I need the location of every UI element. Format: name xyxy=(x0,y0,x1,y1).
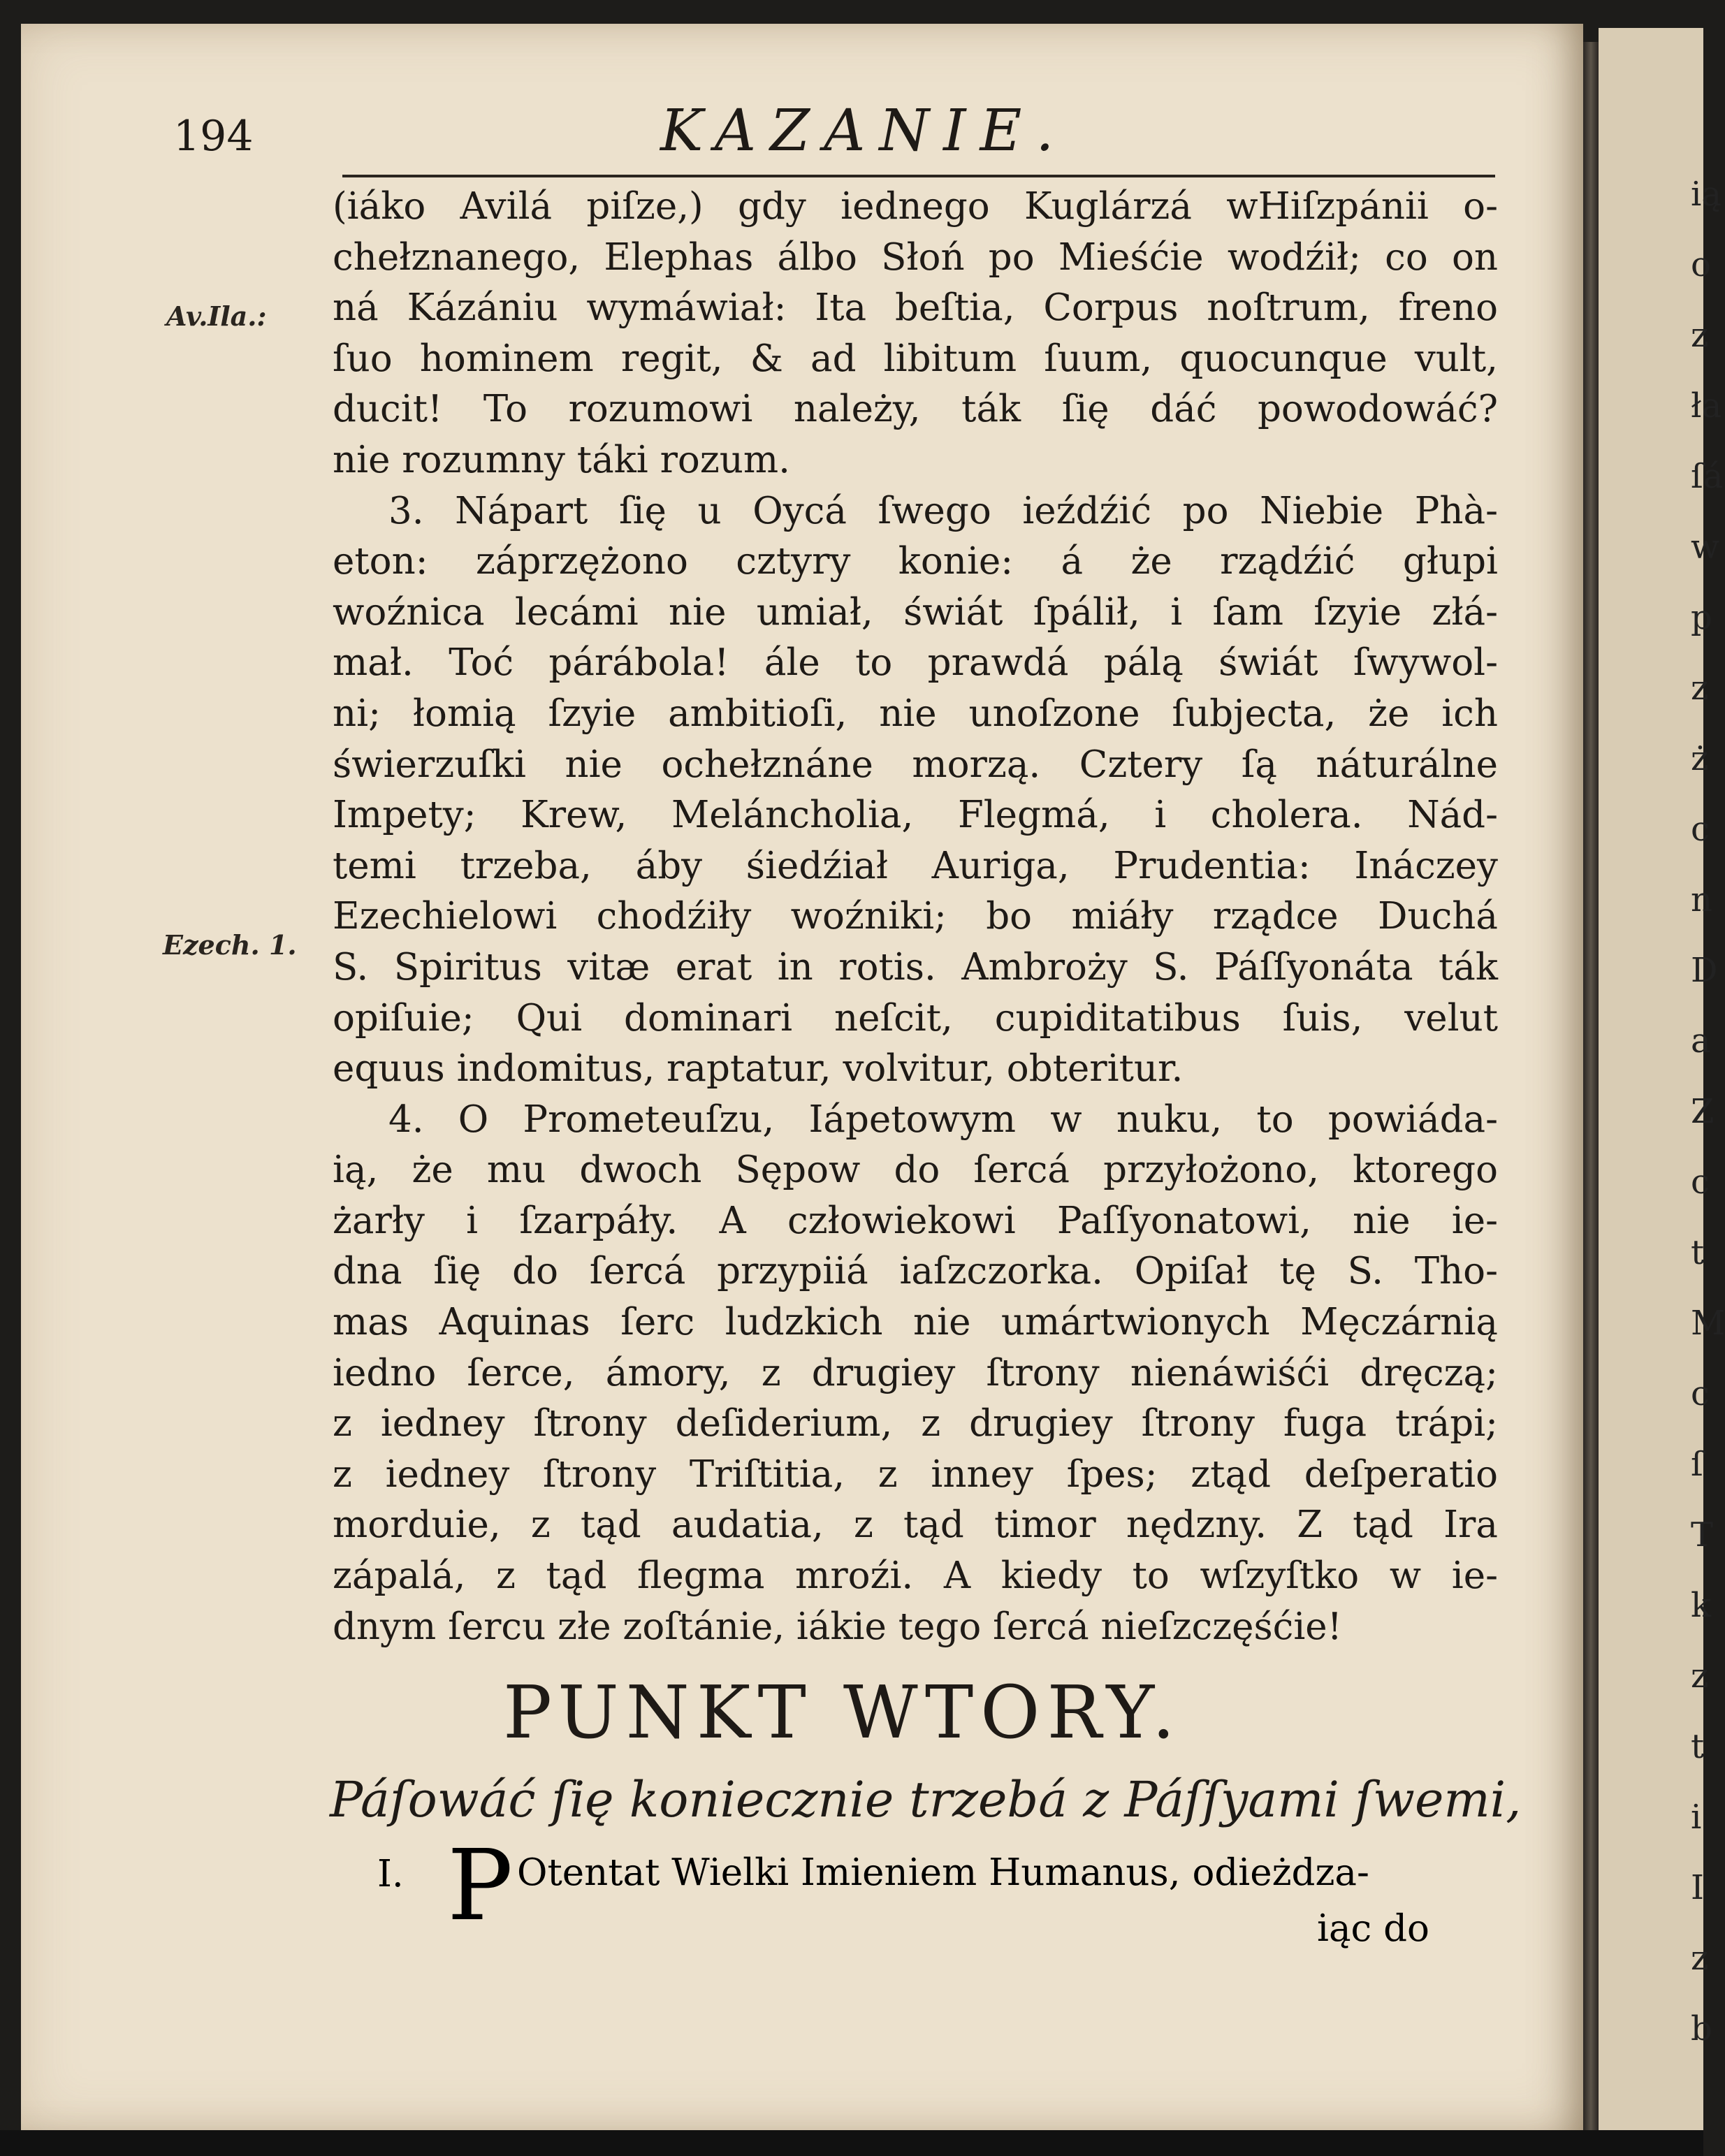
margin-note: Ezech. 1. xyxy=(163,929,297,961)
margin-note: Av.Ila.: xyxy=(166,300,267,332)
section-title: PUNKT WTORY. xyxy=(503,1670,1182,1755)
text-line: 3. Nápart ſię u Oycá ſwego ieźdźić po Niebie Phà- xyxy=(388,489,1498,532)
text-line: (iáko Avilá piſze,) gdy iednego Kuglárzá wHiſzpánii o- xyxy=(333,185,1498,228)
text-line: temi trzeba, áby śiedźiał Auriga, Prudentia: Ináczey xyxy=(333,844,1498,887)
facing-page-fragment: z xyxy=(1691,669,1709,708)
text-line: opiſuie; Qui dominari neſcit, cupiditatibus ſuis, velut xyxy=(333,996,1498,1040)
item-text: Otentat Wielki Imieniem Humanus, odieżdza- xyxy=(517,1851,1369,1894)
facing-page-edge xyxy=(1599,28,1703,2131)
book-gutter xyxy=(1583,42,1599,2131)
text-line: ią, że mu dwoch Sępow do ſercá przyłożono, ktorego xyxy=(333,1149,1498,1192)
facing-page-fragment: ż xyxy=(1691,739,1709,778)
text-line: dnym ſercu złe zoſtánie, iákie tego ſercá nieſzczęśćie! xyxy=(333,1605,1342,1648)
facing-page-fragment: T xyxy=(1691,1515,1714,1554)
facing-page-fragment: z xyxy=(1691,1656,1709,1696)
text-line: świerzuſki nie ochełznáne morzą. Cztery ſą náturálne xyxy=(333,743,1498,786)
facing-page-fragment: n xyxy=(1691,880,1712,919)
text-line: z iedney ſtrony deſiderium, z drugiey ſtrony fuga trápi; xyxy=(333,1402,1498,1445)
facing-page-fragment: c xyxy=(1691,1163,1710,1202)
text-line: nie rozumny táki rozum. xyxy=(333,438,790,481)
item-number: I. xyxy=(377,1853,404,1895)
text-line: dna ſię do ſercá przypiiá iaſzczorka. Opiſał tę S. Tho- xyxy=(333,1250,1498,1293)
facing-page-fragment: ſá xyxy=(1691,457,1724,496)
text-line: eton: záprzężono cztyry konie: á że rządźić głupi xyxy=(333,540,1498,583)
text-line: woźnica lecámi nie umiał, świát ſpálił, i ſam ſzyie złá- xyxy=(333,590,1498,634)
facing-page-fragment: b xyxy=(1691,2009,1712,2048)
text-line: mał. Toć párábola! ále to prawdá pálą świát ſwywol- xyxy=(333,641,1498,685)
facing-page-fragment: I xyxy=(1691,1868,1704,1907)
facing-page-fragment: o xyxy=(1691,245,1711,284)
scan-border xyxy=(0,2130,1703,2156)
facing-page-fragment: a xyxy=(1691,1021,1711,1061)
text-line: z iedney ſtrony Triſtitia, z inney ſpes; ztąd deſperatio xyxy=(333,1452,1498,1496)
header-rule xyxy=(342,175,1495,177)
text-line: iedno ſerce, ámory, z drugiey ſtrony nienáwiśći dręczą; xyxy=(333,1351,1498,1394)
facing-page-fragment: p xyxy=(1691,598,1712,637)
facing-page-fragment: z xyxy=(1691,1939,1709,1978)
text-line: zápalá, z tąd flegma mroźi. A kiedy to wſzyſtko w ie- xyxy=(333,1554,1498,1598)
facing-page-fragment: Z xyxy=(1691,1092,1715,1131)
facing-page-fragment: ią xyxy=(1691,175,1722,214)
facing-page-fragment: c xyxy=(1691,1374,1710,1413)
text-line: chełznanego, Elephas álbo Słoń po Mieśćie wodźił; co on xyxy=(333,235,1498,279)
page-number: 194 xyxy=(173,112,254,161)
facing-page-fragment: t xyxy=(1691,1727,1705,1766)
text-line: ducit! To rozumowi należy, ták ſię dáć powodowáć? xyxy=(333,388,1498,431)
facing-page-fragment: c xyxy=(1691,810,1710,849)
section-subtitle: Páſowáć ſię koniecznie trzebá z Páſſyami ſwemi, xyxy=(330,1771,1522,1828)
facing-page-fragment: D xyxy=(1691,951,1718,990)
body-text xyxy=(333,182,1498,1652)
text-line: equus indomitus, raptatur, volvitur, obteritur. xyxy=(333,1047,1184,1091)
drop-cap: P xyxy=(447,1829,514,1943)
facing-page-fragment: ła xyxy=(1691,386,1722,425)
facing-page-fragment: k xyxy=(1691,1586,1712,1625)
text-line: żarły i ſzarpáły. A człowiekowi Paſſyonatowi, nie ie- xyxy=(333,1199,1498,1242)
facing-page-fragment: ſ xyxy=(1691,1445,1703,1484)
facing-page-fragment: i xyxy=(1691,1798,1702,1837)
facing-page-fragment: M xyxy=(1691,1304,1725,1343)
facing-page-fragment: t xyxy=(1691,1233,1705,1272)
text-line: ná Kázániu wymáwiał: Ita beſtia, Corpus noſtrum, freno xyxy=(333,286,1498,330)
text-line: Impety; Krew, Meláncholia, Flegmá, i cholera. Nád- xyxy=(333,794,1498,837)
text-line: ni; łomią ſzyie ambitioſi, nie unoſzone ſubjecta, że ich xyxy=(333,692,1498,735)
text-line: S. Spiritus vitæ erat in rotis. Ambroży S. Páſſyonáta ták xyxy=(333,945,1498,989)
text-line: 4. O Prometeuſzu, Iápetowym w nuku, to powiáda- xyxy=(388,1098,1498,1141)
facing-page-fragment: z xyxy=(1691,316,1709,355)
catchword: iąc do xyxy=(1317,1907,1429,1950)
text-line: morduie, z tąd audatia, z tąd timor nędzny. Z tąd Ira xyxy=(333,1503,1498,1547)
facing-page-fragment: w xyxy=(1691,527,1720,567)
running-head: KAZANIE. xyxy=(660,98,1068,164)
text-line: Ezechielowi chodźiły woźniki; bo miáły rządce Duchá xyxy=(333,895,1498,938)
text-line: ſuo hominem regit, & ad libitum ſuum, quocunque vult, xyxy=(333,337,1498,380)
text-line: mas Aquinas ſerc ludzkich nie umártwionych Męczárnią xyxy=(333,1301,1498,1344)
